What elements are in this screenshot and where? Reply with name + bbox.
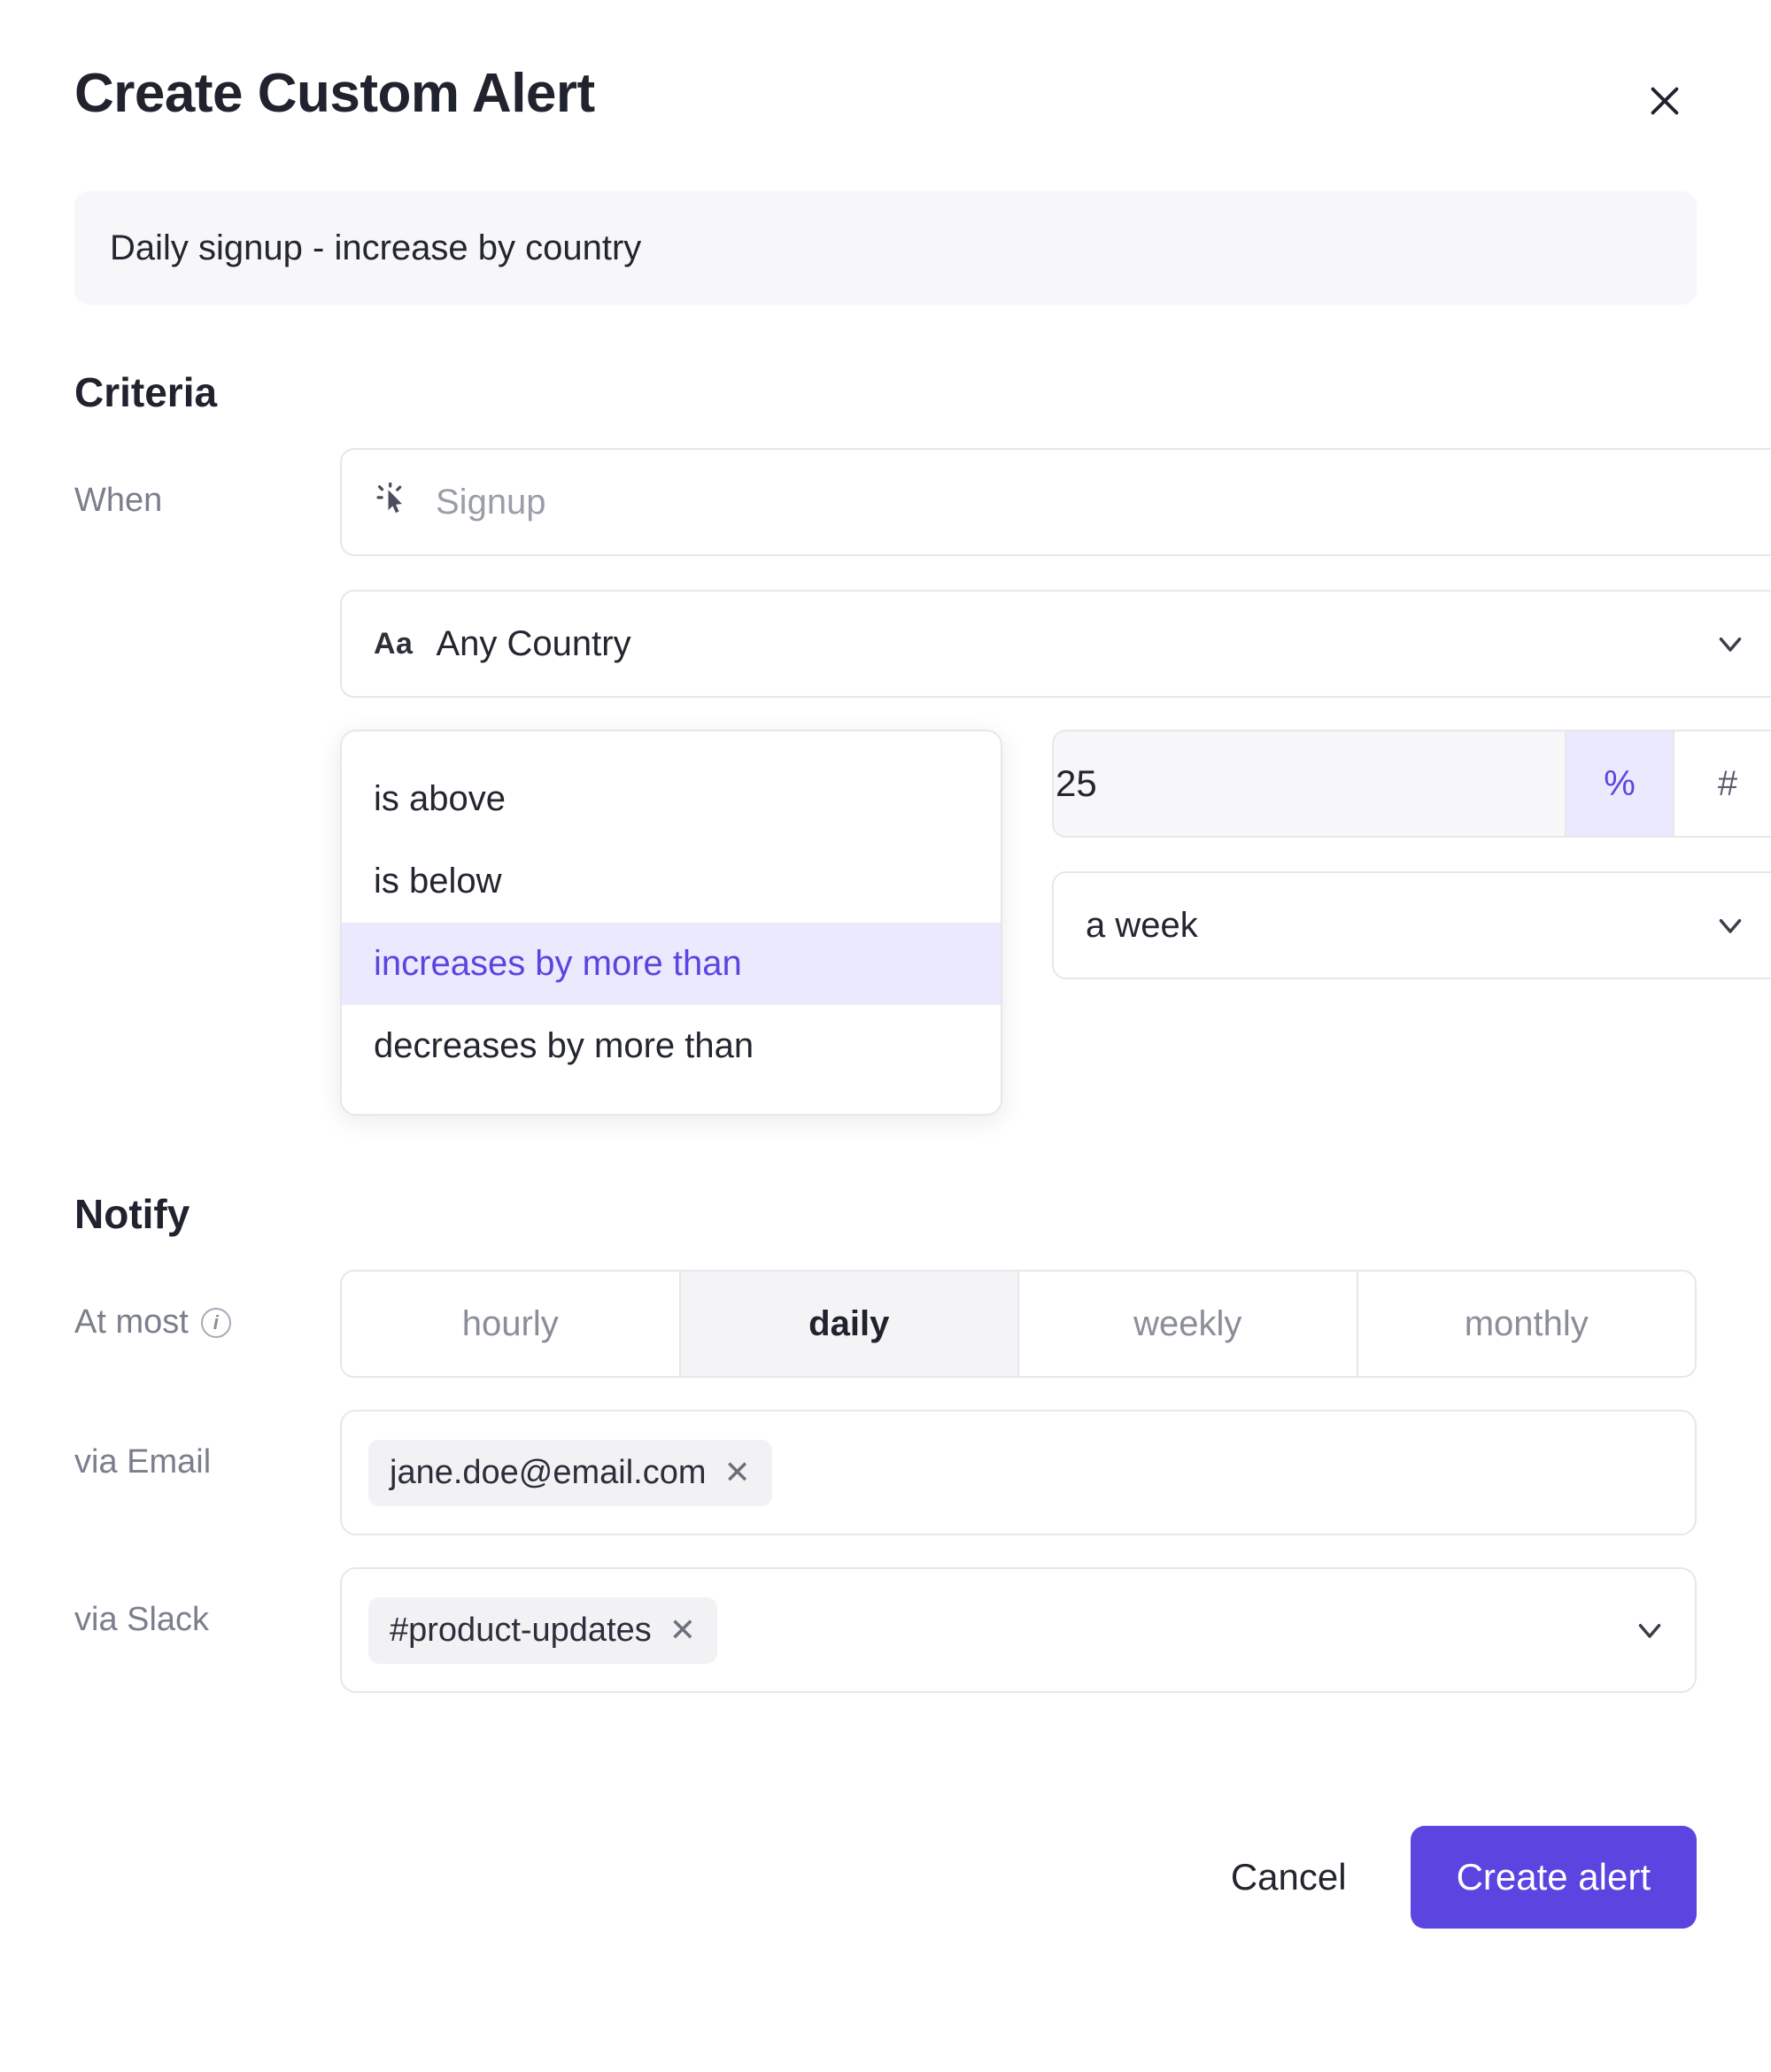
when-row: [74, 448, 1738, 1116]
slack-select[interactable]: [340, 1567, 1697, 1693]
email-token-label: jane.doe@email.com: [390, 1453, 707, 1491]
slack-label: via Slack: [74, 1601, 210, 1638]
condition-dropdown-wrapper: [340, 730, 1002, 1116]
at-most-row: [74, 1270, 1697, 1378]
unit-count-button[interactable]: #: [1673, 731, 1771, 836]
segment-value: Any Country: [436, 623, 631, 663]
dialog-header: [74, 62, 1697, 128]
criteria-heading: Criteria: [74, 369, 218, 415]
threshold-input-group: [1052, 730, 1771, 838]
text-aa-icon: Aa: [374, 626, 414, 661]
frequency-hourly[interactable]: hourly: [342, 1272, 681, 1376]
frequency-weekly[interactable]: weekly: [1019, 1272, 1358, 1376]
page-title: Create Custom Alert: [74, 63, 595, 124]
when-label: When: [74, 482, 163, 519]
create-alert-button[interactable]: Create alert: [1411, 1826, 1697, 1929]
slack-row: [74, 1567, 1697, 1693]
slack-token-label: #product-updates: [390, 1611, 652, 1649]
email-label: via Email: [74, 1443, 212, 1481]
period-value: a week: [1086, 905, 1198, 945]
dropdown-option-is-above[interactable]: is above: [374, 779, 506, 818]
dropdown-option-increases-by-more-than[interactable]: increases by more than: [342, 923, 1001, 1005]
chevron-down-icon: [1712, 625, 1749, 662]
at-most-label: [74, 1270, 340, 1341]
comparison-area: [340, 730, 1771, 1116]
frequency-controls: [340, 1270, 1697, 1378]
alert-name-input[interactable]: [74, 191, 1697, 305]
dropdown-option-is-below[interactable]: is below: [374, 862, 502, 901]
slack-field-wrapper: [340, 1567, 1697, 1693]
email-row: [74, 1410, 1697, 1535]
when-controls: [340, 448, 1771, 1116]
unit-percent-button[interactable]: %: [1565, 731, 1673, 836]
period-select[interactable]: [1052, 871, 1771, 979]
threshold-input[interactable]: [1054, 731, 1565, 836]
notify-heading: Notify: [74, 1191, 190, 1237]
email-input[interactable]: [340, 1410, 1697, 1535]
dialog-footer: [74, 1826, 1697, 1929]
info-icon[interactable]: i: [201, 1308, 231, 1338]
segment-select[interactable]: [340, 590, 1771, 698]
at-most-label-text: At most: [74, 1303, 189, 1341]
condition-dropdown-list[interactable]: [340, 730, 1002, 1116]
remove-slack-token-icon[interactable]: ✕: [669, 1612, 696, 1648]
event-placeholder: Signup: [436, 482, 546, 522]
frequency-segmented-control: [340, 1270, 1697, 1378]
frequency-monthly[interactable]: monthly: [1358, 1272, 1696, 1376]
threshold-area: [1052, 730, 1771, 979]
frequency-daily[interactable]: daily: [681, 1272, 1020, 1376]
email-field-wrapper: [340, 1410, 1697, 1535]
remove-email-token-icon[interactable]: ✕: [723, 1454, 751, 1490]
click-cursor-icon: [374, 483, 413, 522]
close-icon[interactable]: [1638, 74, 1691, 128]
chevron-down-icon: [1712, 907, 1749, 944]
event-select[interactable]: [340, 448, 1771, 556]
cancel-button[interactable]: Cancel: [1217, 1838, 1361, 1916]
email-token: [368, 1440, 772, 1506]
dropdown-option-decreases-by-more-than[interactable]: decreases by more than: [374, 1026, 754, 1065]
slack-token: [368, 1597, 717, 1664]
chevron-down-icon: [1631, 1612, 1668, 1649]
